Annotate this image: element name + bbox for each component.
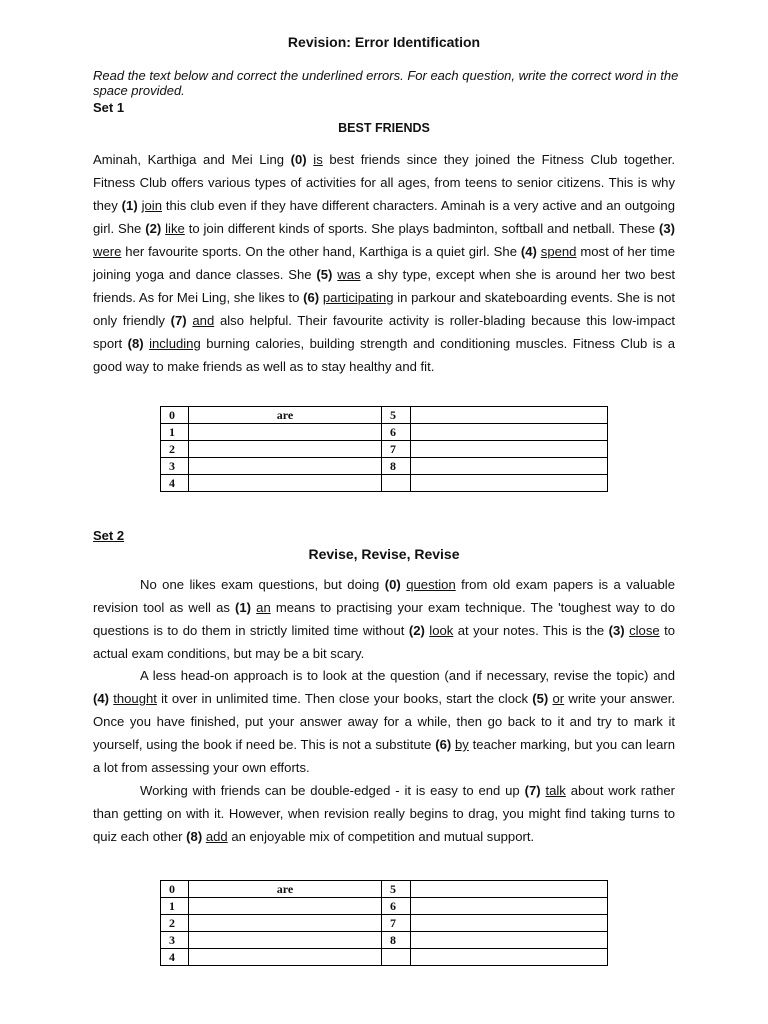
answer-cell — [411, 458, 608, 475]
table-row — [161, 949, 608, 966]
answer-cell — [411, 407, 608, 424]
passage-text: No one likes exam questions, but doing — [140, 577, 385, 592]
answer-cell: are — [189, 881, 382, 898]
underlined-error-word: an — [256, 600, 271, 615]
question-number-cell: 8 — [382, 932, 411, 949]
question-number: (2) — [408, 623, 425, 638]
underlined-error-word: join — [141, 198, 162, 213]
passage-text: this club even if they have different characters. Aminah is a very active and an outgoing girl. She — [93, 198, 675, 236]
underlined-error-word: like — [165, 221, 185, 236]
table-row — [161, 458, 608, 475]
answer-cell — [189, 915, 382, 932]
underlined-error-word: look — [429, 623, 454, 638]
question-number-cell: 3 — [161, 932, 189, 949]
set1-subtitle: BEST FRIENDS — [338, 121, 430, 135]
passage-text: from old exam papers is a valuable revision tool as well as — [93, 577, 675, 615]
question-number-cell: 1 — [161, 898, 189, 915]
question-number: (3) — [659, 221, 676, 236]
question-number-cell: 6 — [382, 424, 411, 441]
question-number-cell: 5 — [382, 881, 411, 898]
question-number: (1) — [121, 198, 138, 213]
question-number-cell: 8 — [382, 458, 411, 475]
passage-text: to actual exam conditions, but may be a bit scary. — [93, 623, 676, 661]
passage-text: it over in unlimited time. Then close your books, start the clock — [156, 691, 533, 706]
question-number: (1) — [235, 600, 252, 615]
question-number-cell: 4 — [161, 949, 189, 966]
question-number-cell — [382, 949, 411, 966]
passage-text: burning calories, building strength and conditioning muscles. Fitness Club is a good way to make friends as well as to stay healthy and fit. — [93, 336, 675, 374]
answer-cell: are — [189, 407, 382, 424]
passage-text: an enjoyable mix of competition and mutual support. — [227, 829, 535, 844]
question-number: (6) — [303, 290, 320, 305]
passage-text: best friends since they joined the Fitness Club together. Fitness Club offers various types of activities for all ages, from teens to senior citizens. This is why they — [93, 152, 676, 213]
question-number: (3) — [608, 623, 625, 638]
table-row — [161, 881, 608, 898]
question-number-cell: 2 — [161, 441, 189, 458]
answer-cell — [411, 881, 608, 898]
passage-text: about work rather than getting on with it. However, when revision really begins to drag, you might find taking turns to quiz each other — [93, 783, 676, 844]
question-number: (7) — [170, 313, 187, 328]
question-number-cell: 7 — [382, 441, 411, 458]
passage-text: Aminah, Karthiga and Mei Ling — [93, 152, 291, 167]
set1-answer-table — [160, 406, 608, 492]
answer-cell — [189, 424, 382, 441]
table-row — [161, 475, 608, 492]
answer-cell — [411, 441, 608, 458]
question-number: (8) — [186, 829, 203, 844]
question-number: (8) — [127, 336, 144, 351]
question-number: (6) — [435, 737, 452, 752]
question-number: (0) — [384, 577, 401, 592]
set1-passage — [93, 148, 675, 378]
question-number-cell: 2 — [161, 915, 189, 932]
answer-cell — [189, 898, 382, 915]
answer-cell — [411, 898, 608, 915]
table-row — [161, 407, 608, 424]
question-number-cell: 0 — [161, 407, 189, 424]
passage-text: also helpful. Their favourite activity is roller-blading because this low-impact sport — [93, 313, 676, 351]
question-number-cell: 4 — [161, 475, 189, 492]
underlined-error-word: were — [93, 244, 122, 259]
question-number-cell: 6 — [382, 898, 411, 915]
question-number: (5) — [532, 691, 549, 706]
passage-text: Working with friends can be double-edged - it is easy to end up — [140, 783, 525, 798]
table-row — [161, 441, 608, 458]
set2-label: Set 2 — [93, 528, 125, 543]
page-title: Revision: Error Identification — [287, 34, 481, 50]
passage-text: at your notes. This is the — [453, 623, 609, 638]
question-number-cell: 3 — [161, 458, 189, 475]
underlined-error-word: including — [149, 336, 201, 351]
answer-cell — [189, 441, 382, 458]
passage-text: A less head-on approach is to look at the question (and if necessary, revise the topic) and — [140, 668, 675, 683]
passage-text: most of her time joining yoga and dance classes. She — [93, 244, 675, 282]
underlined-error-word: is — [313, 152, 323, 167]
question-number: (0) — [290, 152, 307, 167]
set2-passage-paragraph-2 — [93, 664, 675, 779]
question-number-cell: 0 — [161, 881, 189, 898]
underlined-error-word: participating — [322, 290, 394, 305]
answer-cell — [189, 932, 382, 949]
question-number: (5) — [316, 267, 333, 282]
question-number: (2) — [145, 221, 162, 236]
underlined-error-word: thought — [113, 691, 157, 706]
underlined-error-word: talk — [545, 783, 566, 798]
instructions: Read the text below and correct the underlined errors. For each question, write the correct word in the space provided. — [93, 68, 679, 98]
answer-cell — [189, 949, 382, 966]
question-number-cell — [382, 475, 411, 492]
underlined-error-word: was — [337, 267, 361, 282]
set2-passage-paragraph-3 — [93, 779, 675, 848]
set2-answer-table — [160, 880, 608, 966]
underlined-error-word: by — [455, 737, 469, 752]
answer-cell — [411, 424, 608, 441]
question-number: (4) — [93, 691, 110, 706]
question-number-cell: 7 — [382, 915, 411, 932]
answer-cell — [189, 475, 382, 492]
passage-text: in parkour and skateboarding events. She is not only friendly — [93, 290, 675, 328]
table-row — [161, 424, 608, 441]
passage-text: a shy type, except when she is around her two best friends. As for Mei Ling, she likes to — [93, 267, 675, 305]
set1-label: Set 1 — [93, 100, 125, 115]
answer-cell — [411, 475, 608, 492]
answer-cell — [411, 949, 608, 966]
underlined-error-word: and — [192, 313, 215, 328]
set2-subtitle: Revise, Revise, Revise — [308, 546, 460, 562]
underlined-error-word: or — [552, 691, 565, 706]
question-number-cell: 1 — [161, 424, 189, 441]
passage-text: means to practising your exam technique. The 'toughest way to do questions is to do them in strictly limited time without — [93, 600, 675, 638]
passage-text: write your answer. Once you have finished, put your answer away for a while, then go back to it and try to mark it yourself, using the book if need be. This is not a substitute — [93, 691, 676, 752]
question-number: (7) — [524, 783, 541, 798]
table-row — [161, 932, 608, 949]
answer-cell — [411, 915, 608, 932]
passage-text: her favourite sports. On the other hand, Karthiga is a quiet girl. She — [121, 244, 521, 259]
passage-text: teacher marking, but you can learn a lot from assessing your own efforts. — [93, 737, 676, 775]
underlined-error-word: close — [629, 623, 660, 638]
question-number: (4) — [520, 244, 537, 259]
underlined-error-word: add — [205, 829, 228, 844]
underlined-error-word: spend — [540, 244, 577, 259]
underlined-error-word: question — [406, 577, 456, 592]
table-row — [161, 915, 608, 932]
question-number-cell: 5 — [382, 407, 411, 424]
answer-cell — [411, 932, 608, 949]
answer-cell — [189, 458, 382, 475]
passage-text: to join different kinds of sports. She plays badminton, softball and netball. These — [184, 221, 659, 236]
set2-passage-paragraph-1 — [93, 573, 675, 665]
table-row — [161, 898, 608, 915]
